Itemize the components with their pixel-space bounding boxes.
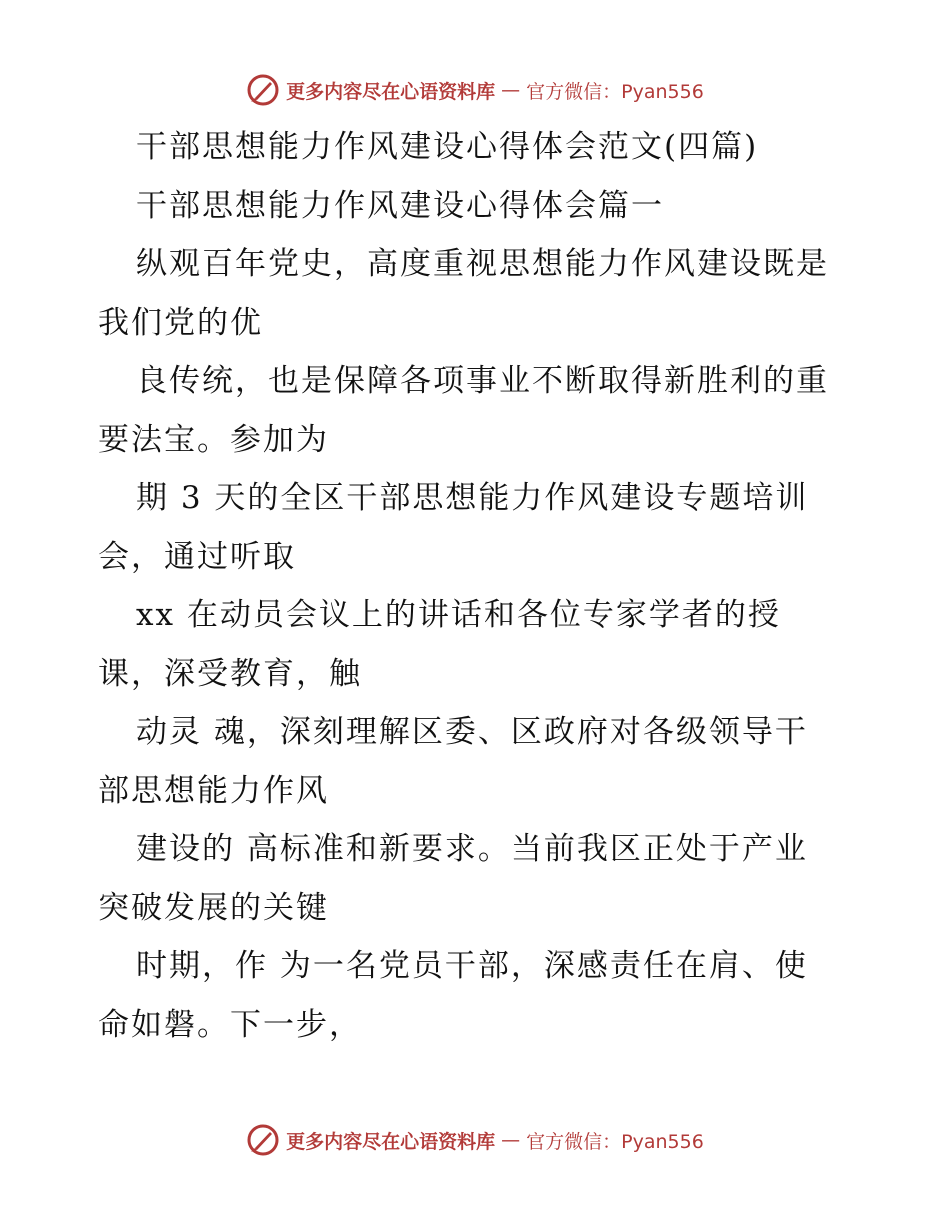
paragraph-line: 我们党的优 <box>98 304 263 341</box>
paragraph-line: 要法宝。参加为 <box>98 421 329 458</box>
banner-dash: — <box>501 79 521 101</box>
document-body <box>98 118 858 1054</box>
paragraph-line: 突破发展的关键 <box>98 889 329 926</box>
banner-wechat-text: 官方微信：Pyan556 <box>526 1130 704 1153</box>
banner-dash: — <box>501 1129 521 1151</box>
paragraph-line: 期 3 天的全区干部思想能力作风建设专题培训 <box>136 480 809 516</box>
paragraph-line: 纵观百年党史，高度重视思想能力作风建设既是 <box>136 246 829 282</box>
paragraph-line: 时期，作 为一名党员干部，深感责任在肩、使 <box>136 948 808 984</box>
paragraph-line: 建设的 高标准和新要求。当前我区正处于产业 <box>136 831 808 867</box>
banner-site-text: 更多内容尽在心语资料库 <box>286 1130 496 1153</box>
header-banner <box>0 70 950 110</box>
paragraph-line: 动灵 魂，深刻理解区委、区政府对各级领导干 <box>136 714 808 750</box>
red-quill-logo-icon <box>246 73 280 107</box>
paragraph-line: 命如磐。下一步， <box>98 1006 362 1043</box>
paragraph-line: 课，深受教育，触 <box>98 655 362 692</box>
paragraph-line: xx 在动员会议上的讲话和各位专家学者的授 <box>136 597 781 633</box>
section-heading: 干部思想能力作风建设心得体会篇一 <box>136 187 664 224</box>
paragraph-line: 良传统，也是保障各项事业不断取得新胜利的重 <box>136 363 829 399</box>
document-title: 干部思想能力作风建设心得体会范文(四篇) <box>136 129 759 165</box>
footer-banner <box>0 1120 950 1160</box>
paragraph-line: 部思想能力作风 <box>98 772 329 809</box>
banner-wechat-text: 官方微信：Pyan556 <box>526 80 704 103</box>
paragraph-line: 会，通过听取 <box>98 538 296 575</box>
red-quill-logo-icon <box>246 1123 280 1157</box>
banner-site-text: 更多内容尽在心语资料库 <box>286 80 496 103</box>
